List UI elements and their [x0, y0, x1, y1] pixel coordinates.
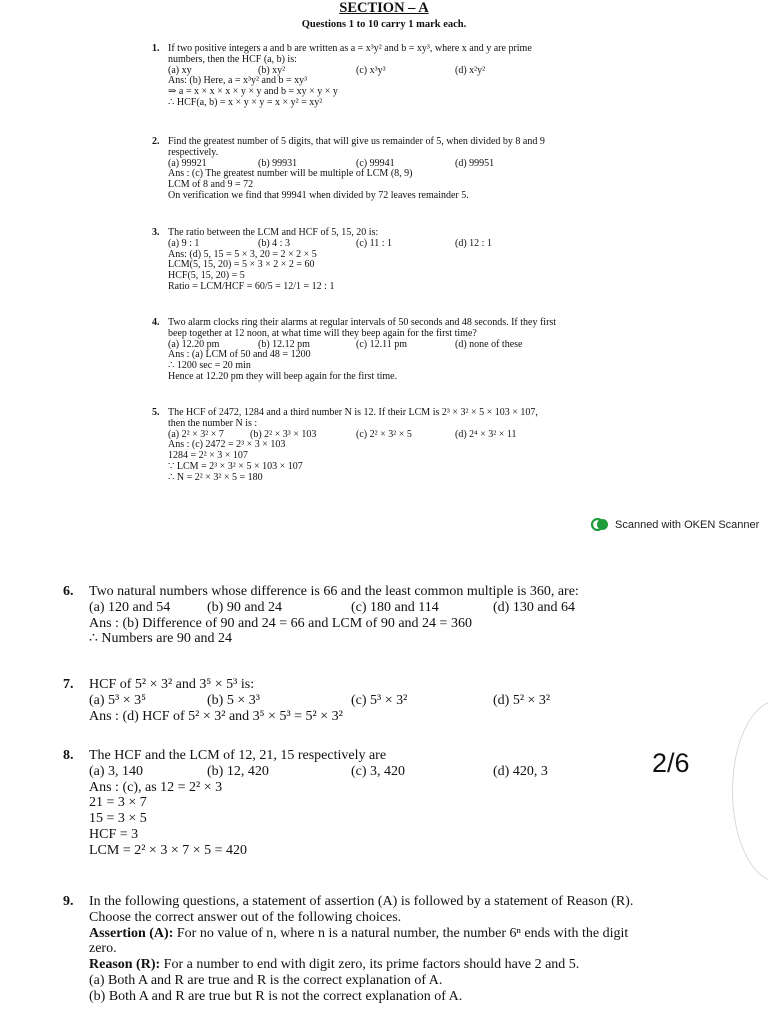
option-b: (b) 4 : 3 [258, 237, 290, 249]
option-d: (d) 12 : 1 [455, 237, 492, 249]
question-text: then the number N is : [168, 417, 258, 429]
question-7 [63, 677, 551, 724]
answer-line: LCM of 8 and 9 = 72 [168, 179, 254, 191]
question-text: Two alarm clocks ring their alarms at regular intervals of 50 seconds and 48 seconds. If they first [168, 317, 557, 328]
answer-line: HCF(5, 15, 20) = 5 [168, 270, 245, 282]
option-c: (c) 99941 [356, 157, 395, 169]
answer-line: 15 = 3 × 5 [89, 811, 147, 827]
question-2 [152, 136, 545, 202]
scanner-text: Scanned with OKEN Scanner [615, 518, 760, 531]
question-text: In the following questions, a statement of assertion (A) is followed by a statement of Reason (R). [89, 894, 634, 909]
answer-line: HCF = 3 [89, 826, 139, 842]
option-c: (c) 12.11 pm [356, 338, 408, 350]
question-number: 3. [152, 227, 160, 238]
option-d: (d) 420, 3 [493, 763, 548, 779]
question-number: 2. [152, 136, 160, 147]
answer-line: ⇒ a = x × x × x × y × y and b = xy × y × y [168, 86, 338, 98]
question-8 [63, 748, 548, 859]
answer-line: LCM(5, 15, 20) = 5 × 3 × 2 × 2 = 60 [168, 259, 315, 271]
option-b: (b) 90 and 24 [207, 599, 283, 615]
option-c: (c) 11 : 1 [356, 237, 393, 249]
question-text: If two positive integers a and b are written as a = x³y² and b = xy³, where x and y are prime [168, 43, 532, 54]
option-b: (b) 12, 420 [207, 763, 269, 779]
option-a: (a) 120 and 54 [89, 599, 171, 615]
answer-line: Ratio = LCM/HCF = 60/5 = 12/1 = 12 : 1 [168, 280, 335, 292]
question-text: respectively. [168, 146, 219, 158]
answer-line: LCM = 2² × 3 × 7 × 5 = 420 [89, 842, 248, 858]
reason-text: For a number to end with digit zero, its prime factors should have 2 and 5. [160, 957, 580, 973]
option-c: (c) 2² × 3² × 5 [356, 428, 412, 440]
option-b: (b) 99931 [258, 157, 298, 169]
answer-line: Ans: (d) 5, 15 = 5 × 3, 20 = 2 × 2 × 5 [168, 248, 317, 260]
section-subtitle: Questions 1 to 10 carry 1 mark each. [301, 19, 467, 30]
answer-line: ∵ LCM = 2³ × 3² × 5 × 103 × 107 [168, 460, 303, 472]
question-4 [152, 317, 557, 383]
option-d: (d) 2⁴ × 3² × 11 [455, 428, 517, 440]
question-number: 1. [152, 43, 160, 54]
option-a: (a) xy [168, 64, 192, 76]
answer-line: Ans : (c) 2472 = 2³ × 3 × 103 [168, 439, 286, 451]
option-b: (b) 12.12 pm [258, 338, 310, 350]
option-c: (c) 3, 420 [351, 763, 406, 779]
assertion-text: For no value of n, where n is a natural number, the number 6ⁿ ends with the digit [173, 925, 629, 941]
option-d: (d) 130 and 64 [493, 599, 576, 615]
answer-line: Ans : (b) Difference of 90 and 24 = 66 and LCM of 90 and 24 = 360 [89, 615, 472, 631]
option-a: (a) 99921 [168, 157, 207, 169]
answer-line: Ans : (c) The greatest number will be multiple of LCM (8, 9) [168, 168, 413, 180]
question-text: numbers, then the HCF (a, b) is: [168, 53, 297, 65]
question-text: Find the greatest number of 5 digits, that will give us remainder of 5, when divided by 8 and 9 [168, 136, 545, 147]
question-number: 8. [63, 748, 74, 763]
question-text: HCF of 5² × 3² and 3⁵ × 5³ is: [89, 677, 255, 692]
answer-line: Ans : (a) LCM of 50 and 48 = 1200 [168, 349, 311, 361]
option-a: (a) 5³ × 3⁵ [89, 692, 147, 708]
answer-line: Hence at 12.20 pm they will beep again for the first time. [168, 370, 398, 382]
option-a: (a) 12.20 pm [168, 338, 220, 350]
answer-line: ∴ N = 2² × 3² × 5 = 180 [168, 471, 263, 483]
answer-line: Ans : (c), as 12 = 2² × 3 [89, 779, 223, 795]
question-6 [63, 584, 579, 647]
option-b: (b) xy² [258, 64, 286, 76]
option-b: (b) 2² × 3³ × 103 [250, 428, 317, 440]
option-b: (b) 5 × 3³ [207, 692, 260, 708]
option-a: (a) 2² × 3² × 7 [168, 428, 224, 440]
question-text: The HCF and the LCM of 12, 21, 15 respectively are [89, 748, 387, 763]
question-1 [152, 43, 532, 109]
question-text: The HCF of 2472, 1284 and a third number N is 12. If their LCM is 2³ × 3² × 5 × 103 × 107, [168, 407, 538, 418]
question-number: 5. [152, 407, 160, 418]
answer-line: On verification we find that 99941 when divided by 72 leaves remainder 5. [168, 189, 469, 201]
question-number: 9. [63, 894, 74, 909]
option-d: (d) none of these [455, 338, 523, 350]
question-text: The ratio between the LCM and HCF of 5, 15, 20 is: [168, 227, 379, 238]
question-3 [152, 227, 492, 293]
page-edge-arc [732, 700, 768, 882]
scanner-watermark [591, 518, 759, 531]
option-d: (d) x²y² [455, 64, 486, 76]
answer-line: ∴ HCF(a, b) = x × y × y = x × y² = xy² [168, 96, 323, 108]
option-a: (a) 3, 140 [89, 763, 144, 779]
question-text: Two natural numbers whose difference is 66 and the least common multiple is 360, are: [89, 584, 579, 599]
assertion-label: Assertion (A): [89, 925, 174, 941]
option-c: (c) 180 and 114 [351, 599, 439, 615]
answer-line: ∴ 1200 sec = 20 min [168, 360, 251, 372]
answer-line: Ans : (d) HCF of 5² × 3² and 3⁵ × 5³ = 5² × 3² [89, 708, 343, 724]
option-a: (a) 9 : 1 [168, 237, 200, 249]
section-title: SECTION – A [339, 0, 429, 16]
question-number: 6. [63, 584, 74, 599]
question-number: 7. [63, 677, 74, 692]
option-d: (d) 5² × 3² [493, 692, 551, 708]
question-5 [152, 407, 538, 484]
question-text: Choose the correct answer out of the following choices. [89, 909, 402, 925]
assertion-text-cont: zero. [89, 941, 117, 957]
option-b: (b) Both A and R are true but R is not the correct explanation of A. [89, 988, 463, 1004]
page-number: 2/6 [652, 748, 690, 778]
question-number: 4. [152, 317, 160, 328]
option-c: (c) 5³ × 3² [351, 692, 408, 708]
option-a: (a) Both A and R are true and R is the correct explanation of A. [89, 972, 443, 988]
answer-line: ∴ Numbers are 90 and 24 [89, 631, 233, 647]
answer-line: 1284 = 2² × 3 × 107 [168, 450, 248, 462]
answer-line: 21 = 3 × 7 [89, 795, 147, 811]
option-c: (c) x³y³ [356, 64, 386, 76]
question-text: beep together at 12 noon, at what time will they beep again for the first time? [168, 327, 477, 339]
answer-line: Ans: (b) Here, a = x³y² and b = xy³ [168, 75, 308, 87]
scanner-logo-icon [591, 518, 609, 531]
question-9 [63, 894, 634, 1005]
option-d: (d) 99951 [455, 157, 495, 169]
reason-label: Reason (R): [89, 957, 161, 973]
